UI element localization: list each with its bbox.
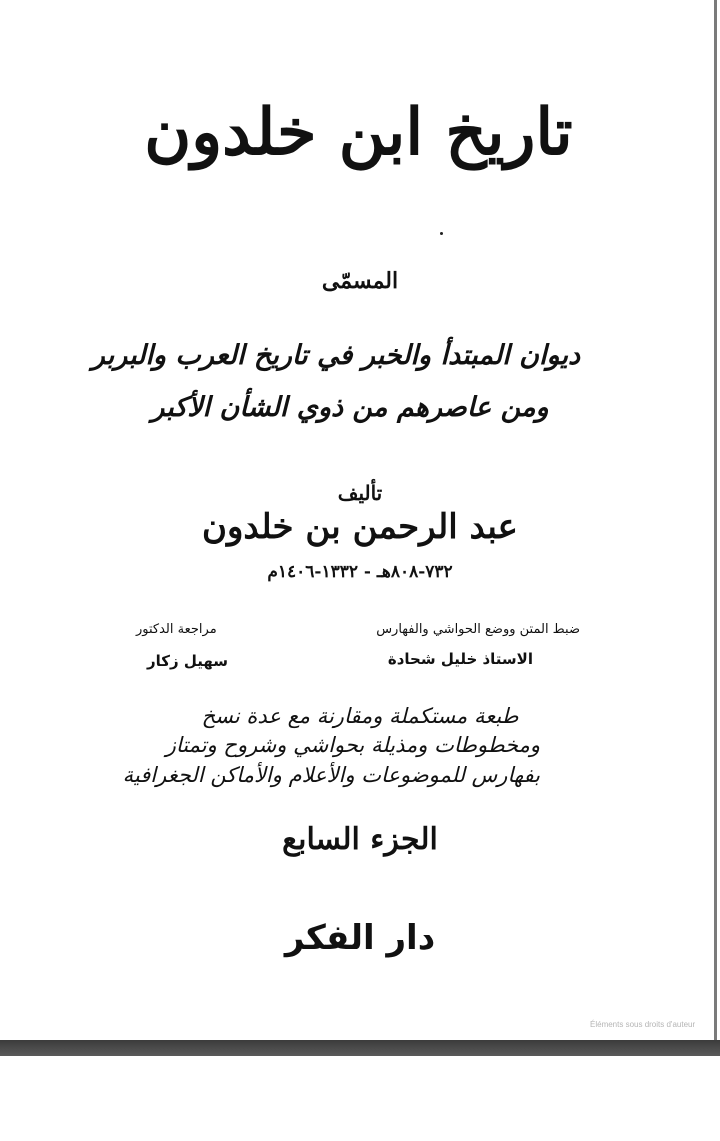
page-bottom-shadow [0,1040,720,1056]
author-dates: ٧٣٢-٨٠٨هـ - ١٣٣٢-١٤٠٦م [267,562,453,582]
reviewer-name: سهيل زكار [147,652,229,670]
edition-note-line-3: بفهارس للموضوعات والأعلام والأماكن الجغرافية [122,763,540,787]
book-title: تاريخ ابن خلدون [144,95,573,170]
subtitle-line-1: ديوان المبتدأ والخبر في تاريخ العرب والبربر [91,340,580,371]
ornament-dot [440,232,443,235]
volume-label: الجزء السابع [282,822,438,857]
copyright-watermark: Éléments sous droits d'auteur [590,1020,696,1029]
authored-label: تأليف [337,481,383,505]
viewer-background [0,1056,720,1141]
named-label: المسمّى [321,268,399,294]
editor-name: الاستاذ خليل شحادة [387,650,533,668]
edition-note-line-2: ومخطوطات ومذيلة بحواشي وشروح وتمتاز [165,733,540,757]
edition-note-line-1: طبعة مستكملة ومقارنة مع عدة نسخ [201,704,519,728]
author-name: عبد الرحمن بن خلدون [202,507,518,547]
subtitle-line-2: ومن عاصرهم من ذوي الشأن الأكبر [151,392,549,423]
publisher-logo: دار الفكر [284,918,436,958]
reviewer-label: مراجعة الدكتور [136,622,217,637]
editor-label: ضبط المتن ووضع الحواشي والفهارس [376,622,580,637]
